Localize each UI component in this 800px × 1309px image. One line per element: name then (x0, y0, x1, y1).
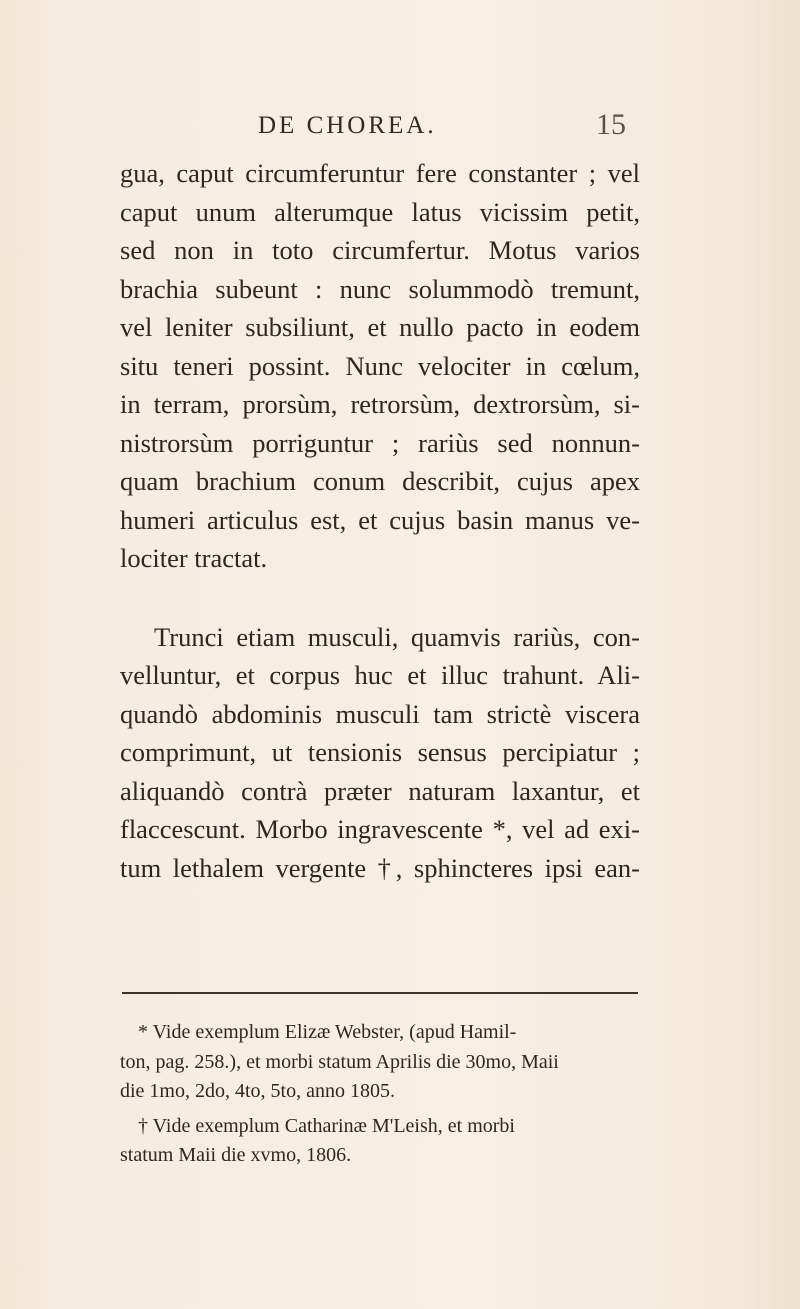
running-title: DE CHOREA. (258, 112, 437, 139)
footnote-line: * Vide exemplum Elizæ Webster, (apud Hamil- (138, 1021, 517, 1043)
body-text (120, 154, 640, 887)
footnote-rule (122, 992, 638, 994)
footnotes (120, 1018, 640, 1171)
footnote-2 (120, 1112, 640, 1171)
text-line: flaccescunt. Morbo ingravescente *, vel ad exi- (120, 814, 640, 844)
text-line: aliquandò contrà præter naturam laxantur, et (120, 775, 640, 806)
text-line: velluntur, et corpus huc et illuc trahunt. Ali- (120, 660, 640, 690)
text-line: sed non in toto circumfertur. Motus varios (120, 235, 640, 265)
footnote-line: die 1mo, 2do, 4to, 5to, anno 1805. (120, 1080, 395, 1102)
text-line: caput unum alterumque latus vicissim petit, (120, 196, 640, 227)
text-line: lociter tractat. (120, 543, 268, 573)
text-line: in terram, prorsùm, retrorsùm, dextrorsùm, si- (120, 389, 640, 419)
paragraph-gap (120, 578, 640, 618)
footnote-line: ton, pag. 258.), et morbi statum Aprilis die 30mo, Maii (120, 1050, 559, 1073)
text-line: quam brachium conum describit, cujus apex (120, 466, 640, 496)
footnote-1 (120, 1018, 640, 1107)
text-line: vel leniter subsiliunt, et nullo pacto in eodem (120, 312, 640, 342)
text-line: comprimunt, ut tensionis sensus percipiatur ; (120, 737, 640, 767)
footnote-line: statum Maii die xvmo, 1806. (120, 1144, 352, 1166)
text-line: nistrorsùm porriguntur ; rariùs sed nonnun- (120, 427, 640, 458)
text-line: situ teneri possint. Nunc velociter in cœlum, (120, 350, 640, 381)
footnote-line: † Vide exemplum Catharinæ M'Leish, et morbi (138, 1114, 515, 1137)
text-line: gua, caput circumferuntur fere constanter ; vel (120, 158, 640, 188)
page-number: 15 (596, 108, 626, 141)
text-line: brachia subeunt : nunc solummodò tremunt, (120, 273, 640, 304)
text-line: humeri articulus est, et cujus basin manus ve- (120, 504, 640, 535)
text-line: quandò abdominis musculi tam strictè viscera (120, 698, 640, 729)
running-head (0, 108, 800, 152)
text-line: tum lethalem vergente †, sphincteres ipsi ean- (120, 852, 640, 883)
paragraph-2 (120, 618, 640, 888)
paragraph-1 (120, 154, 640, 578)
text-line: Trunci etiam musculi, quamvis rariùs, con- (154, 621, 640, 652)
